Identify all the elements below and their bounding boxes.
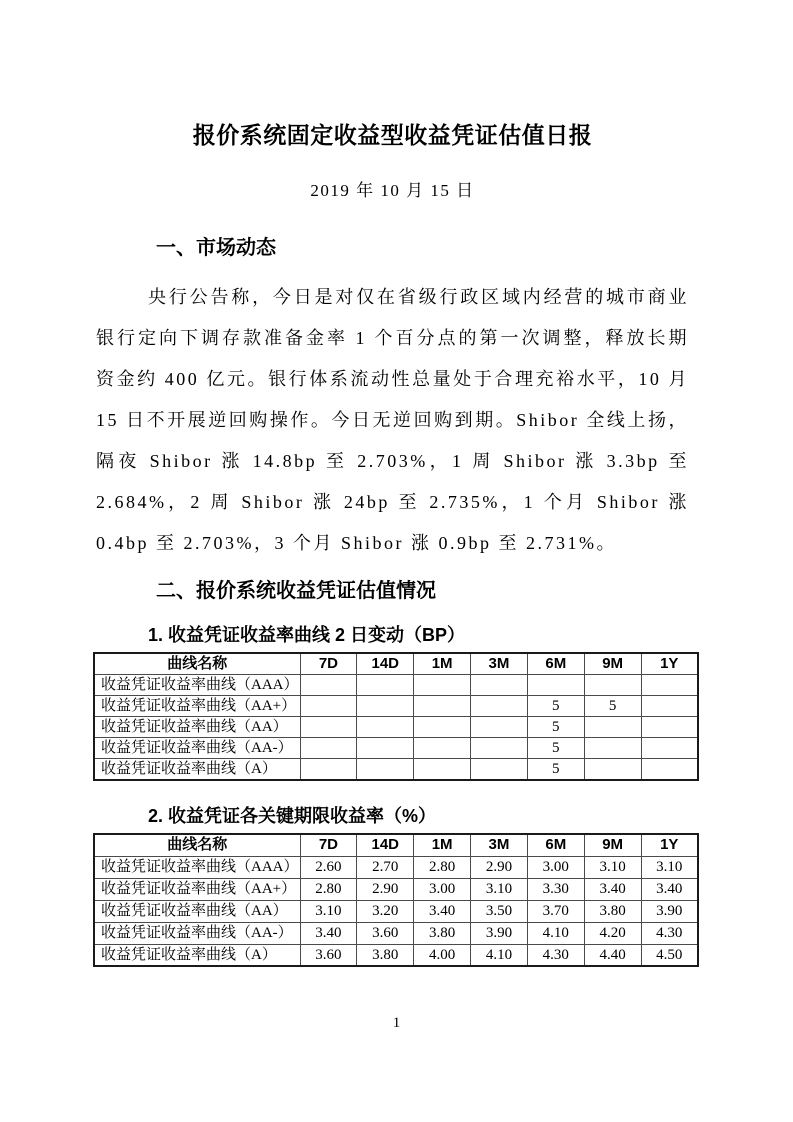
col-header-tenor: 9M: [584, 653, 641, 675]
value-cell: 3.40: [641, 878, 698, 900]
value-cell: [414, 717, 471, 738]
col-header-tenor: 14D: [357, 834, 414, 856]
col-header-tenor: 1Y: [641, 653, 698, 675]
table-header-row: [94, 653, 698, 675]
value-cell: [300, 675, 357, 696]
value-cell: 3.10: [584, 856, 641, 878]
section-1-heading: 一、市场动态: [156, 237, 276, 259]
value-cell: [641, 717, 698, 738]
value-cell: 3.90: [471, 922, 528, 944]
curve-name-cell: 收益凭证收益率曲线（AA+）: [94, 696, 300, 717]
value-cell: [300, 738, 357, 759]
table-row: [94, 717, 698, 738]
curve-name-cell: 收益凭证收益率曲线（AAA）: [94, 675, 300, 696]
table-row: [94, 856, 698, 878]
value-cell: [357, 717, 414, 738]
table-row: [94, 878, 698, 900]
table-2-caption: 2. 收益凭证各关键期限收益率（%）: [148, 806, 437, 826]
bp-change-table: [93, 652, 699, 781]
value-cell: [471, 696, 528, 717]
value-cell: [641, 738, 698, 759]
value-cell: 3.60: [300, 944, 357, 966]
value-cell: 4.10: [527, 922, 584, 944]
table-row: [94, 922, 698, 944]
document-title: 报价系统固定收益型收益凭证估值日报: [192, 122, 593, 148]
value-cell: [414, 759, 471, 781]
col-header-curve-name: 曲线名称: [94, 653, 300, 675]
value-cell: [471, 738, 528, 759]
value-cell: [584, 675, 641, 696]
value-cell: [641, 696, 698, 717]
col-header-tenor: 1M: [414, 653, 471, 675]
value-cell: 2.70: [357, 856, 414, 878]
value-cell: 3.00: [527, 856, 584, 878]
value-cell: 2.80: [300, 878, 357, 900]
col-header-tenor: 7D: [300, 653, 357, 675]
table-row: [94, 900, 698, 922]
value-cell: 4.30: [527, 944, 584, 966]
curve-name-cell: 收益凭证收益率曲线（AA-）: [94, 922, 300, 944]
value-cell: 3.70: [527, 900, 584, 922]
curve-name-cell: 收益凭证收益率曲线（A）: [94, 944, 300, 966]
value-cell: 5: [527, 738, 584, 759]
curve-name-cell: 收益凭证收益率曲线（AA+）: [94, 878, 300, 900]
value-cell: 3.80: [357, 944, 414, 966]
value-cell: [300, 717, 357, 738]
value-cell: 3.80: [584, 900, 641, 922]
value-cell: 4.10: [471, 944, 528, 966]
curve-name-cell: 收益凭证收益率曲线（AA）: [94, 717, 300, 738]
value-cell: 2.80: [414, 856, 471, 878]
document-date: 2019 年 10 月 15 日: [310, 181, 475, 200]
value-cell: 2.60: [300, 856, 357, 878]
value-cell: 3.10: [641, 856, 698, 878]
curve-name-cell: 收益凭证收益率曲线（AAA）: [94, 856, 300, 878]
value-cell: 4.00: [414, 944, 471, 966]
curve-name-cell: 收益凭证收益率曲线（AA）: [94, 900, 300, 922]
col-header-tenor: 6M: [527, 834, 584, 856]
table-1-caption: 1. 收益凭证收益率曲线 2 日变动（BP）: [148, 625, 466, 645]
curve-name-cell: 收益凭证收益率曲线（AA-）: [94, 738, 300, 759]
value-cell: 4.50: [641, 944, 698, 966]
value-cell: [414, 738, 471, 759]
value-cell: [300, 759, 357, 781]
table-row: [94, 738, 698, 759]
value-cell: 3.40: [584, 878, 641, 900]
key-tenor-yield-table: [93, 833, 699, 967]
col-header-curve-name: 曲线名称: [94, 834, 300, 856]
value-cell: [641, 759, 698, 781]
market-dynamics-paragraph: 央行公告称，今日是对仅在省级行政区域内经营的城市商业银行定向下调存款准备金率 1 个百分点的第一次调整，释放长期资金约 400 亿元。银行体系流动性总量处于合理充裕水平，10 月 15 日不开展逆回购操作。今日无逆回购到期。Shibor 全线上扬，隔夜 Shibor 涨 14.8bp 至 2.703%，1 周 Shibor 涨 3.3bp 至 2.684%，2 周 Shibor 涨 24bp 至 2.735%，1 个月 Shibor 涨 0.4bp 至 2.703%，3 个月 Shibor 涨 0.9bp 至 2.731%。: [96, 287, 689, 553]
value-cell: 5: [584, 696, 641, 717]
value-cell: [357, 759, 414, 781]
table-row: [94, 696, 698, 717]
value-cell: [471, 675, 528, 696]
value-cell: 4.30: [641, 922, 698, 944]
col-header-tenor: 9M: [584, 834, 641, 856]
col-header-tenor: 6M: [527, 653, 584, 675]
value-cell: 2.90: [357, 878, 414, 900]
value-cell: [300, 696, 357, 717]
value-cell: [357, 696, 414, 717]
value-cell: 3.50: [471, 900, 528, 922]
col-header-tenor: 1M: [414, 834, 471, 856]
value-cell: [357, 738, 414, 759]
value-cell: 3.40: [300, 922, 357, 944]
value-cell: [471, 717, 528, 738]
value-cell: 2.90: [471, 856, 528, 878]
value-cell: 4.20: [584, 922, 641, 944]
value-cell: 5: [527, 717, 584, 738]
value-cell: [527, 675, 584, 696]
value-cell: 5: [527, 696, 584, 717]
table-row: [94, 944, 698, 966]
value-cell: 3.80: [414, 922, 471, 944]
curve-name-cell: 收益凭证收益率曲线（A）: [94, 759, 300, 781]
value-cell: [584, 717, 641, 738]
value-cell: 5: [527, 759, 584, 781]
value-cell: 4.40: [584, 944, 641, 966]
value-cell: [584, 759, 641, 781]
value-cell: [357, 675, 414, 696]
col-header-tenor: 3M: [471, 834, 528, 856]
value-cell: 3.60: [357, 922, 414, 944]
table-row: [94, 759, 698, 781]
table-header-row: [94, 834, 698, 856]
value-cell: [641, 675, 698, 696]
value-cell: 3.40: [414, 900, 471, 922]
value-cell: 3.10: [300, 900, 357, 922]
value-cell: 3.30: [527, 878, 584, 900]
value-cell: 3.00: [414, 878, 471, 900]
value-cell: [584, 738, 641, 759]
col-header-tenor: 7D: [300, 834, 357, 856]
value-cell: [414, 696, 471, 717]
value-cell: [471, 759, 528, 781]
value-cell: 3.90: [641, 900, 698, 922]
value-cell: [414, 675, 471, 696]
col-header-tenor: 1Y: [641, 834, 698, 856]
col-header-tenor: 3M: [471, 653, 528, 675]
table-row: [94, 675, 698, 696]
col-header-tenor: 14D: [357, 653, 414, 675]
section-2-heading: 二、报价系统收益凭证估值情况: [156, 580, 436, 602]
value-cell: 3.20: [357, 900, 414, 922]
page-number: 1: [392, 1015, 401, 1031]
value-cell: 3.10: [471, 878, 528, 900]
